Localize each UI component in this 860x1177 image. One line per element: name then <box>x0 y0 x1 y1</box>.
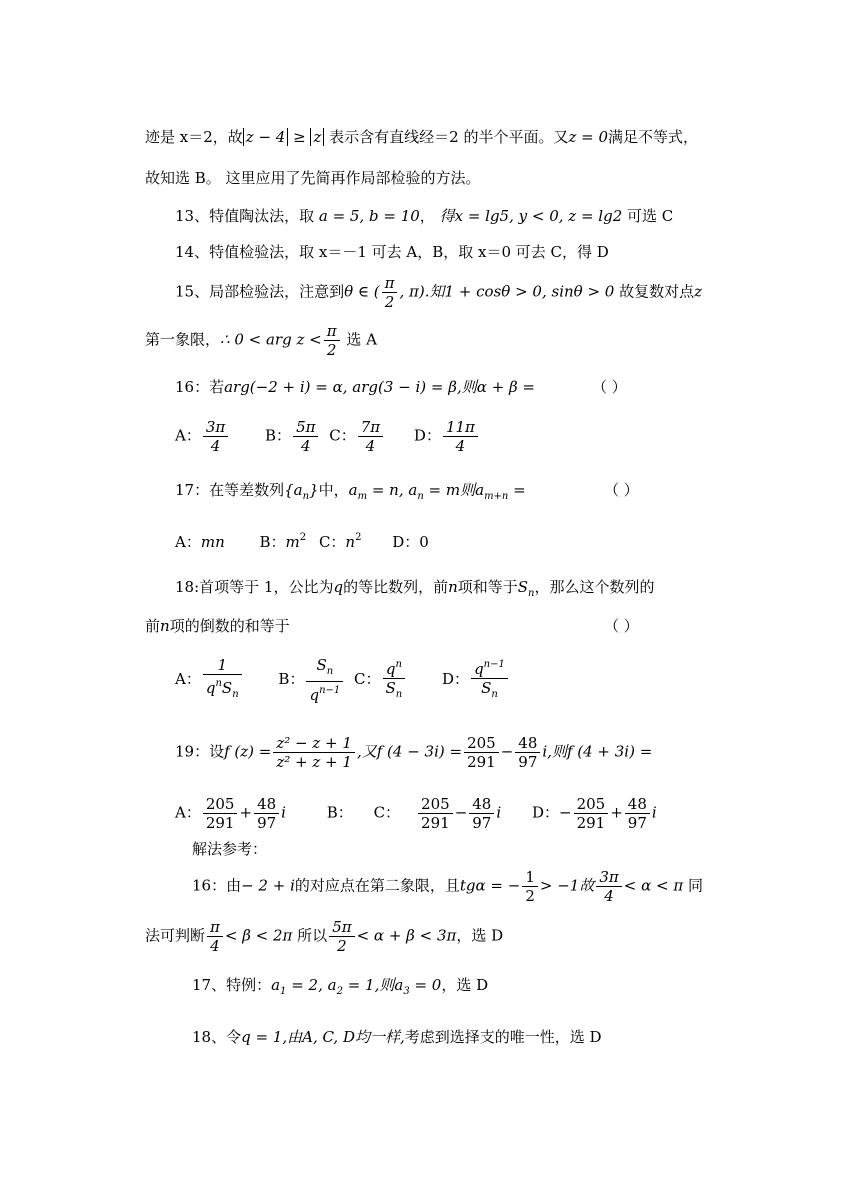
num <box>471 656 508 679</box>
fraction <box>522 868 538 905</box>
option-label: B： <box>259 533 286 551</box>
op: − <box>454 803 468 822</box>
m: } <box>309 481 319 499</box>
math: z <box>694 282 703 301</box>
op: − <box>500 742 514 761</box>
den: 2 <box>384 293 395 311</box>
option-label: B： <box>265 426 292 445</box>
den: 291 <box>421 814 450 832</box>
option-value: m <box>285 533 300 551</box>
fraction <box>306 656 343 704</box>
den: 97 <box>627 814 647 832</box>
fraction <box>471 656 508 704</box>
p12-line2: 故知选 B。 这里应用了先简再作局部检验的方法。 <box>145 169 481 187</box>
text: 表示含有直线经＝2 的半个平面。又 <box>329 128 569 146</box>
sup: n <box>395 659 402 670</box>
option-label: A： <box>175 670 201 688</box>
fraction <box>207 918 223 955</box>
m: = 0 <box>414 976 442 994</box>
m: S <box>517 578 529 596</box>
den: 4 <box>365 437 376 455</box>
text: 17、特例： <box>192 976 272 994</box>
fraction <box>254 795 279 832</box>
option-label: A： <box>175 426 201 445</box>
math: i <box>496 803 502 822</box>
s16-line2 <box>145 918 503 955</box>
m: = m则a <box>428 481 485 499</box>
text: 16：由 <box>192 876 242 895</box>
fraction <box>293 418 318 455</box>
text: 法可判断 <box>145 926 206 945</box>
m: S <box>221 679 233 697</box>
q18-paren: （ ） <box>604 617 639 635</box>
p13-line <box>175 209 673 224</box>
text: 17：在等差数列 <box>175 481 285 499</box>
num: 48 <box>254 795 279 814</box>
sup: n−1 <box>319 685 341 696</box>
m: = n, a <box>371 481 418 499</box>
den <box>471 679 508 704</box>
option-label: A： <box>175 533 201 551</box>
s17-line <box>192 978 488 997</box>
q18-options <box>175 656 510 704</box>
text: ，那么这个数列的 <box>534 578 655 596</box>
m: S <box>481 679 492 697</box>
text: 第一象限， <box>145 330 221 349</box>
fraction <box>464 734 499 771</box>
m: = 1,则a <box>347 976 404 994</box>
math: > −1故 <box>539 876 595 895</box>
den: 291 <box>467 753 496 771</box>
q19-stem <box>175 734 652 771</box>
option-value: n <box>345 533 356 551</box>
num: z² − z + 1 <box>273 734 355 753</box>
den: 4 <box>604 887 614 905</box>
q16-options <box>175 418 480 455</box>
solutions-header: 解法参考： <box>192 840 268 858</box>
math: n <box>160 617 170 635</box>
text: 的等比数列，前 <box>343 578 449 596</box>
math: i <box>281 803 286 822</box>
text: 中， <box>318 481 349 499</box>
math: q = 1,由A, C, D均一样, <box>241 1028 405 1046</box>
math <box>348 481 526 502</box>
math: θ ∈ ( <box>344 282 380 301</box>
sup: n−1 <box>483 659 505 670</box>
p12-line1 <box>145 130 698 145</box>
math: a = 5, b = 10 <box>318 207 420 225</box>
q17-paren: （ ） <box>604 481 639 499</box>
num: 1 <box>522 868 538 887</box>
math: n <box>448 578 458 596</box>
text: ，选 D <box>456 926 504 945</box>
den <box>306 682 343 704</box>
den <box>203 675 242 704</box>
den: 4 <box>300 437 311 455</box>
num: π <box>382 274 398 293</box>
sup: 2 <box>355 532 362 543</box>
sub: 3 <box>403 986 410 997</box>
fraction <box>324 322 340 359</box>
text: 18:首项等于 1，公比为 <box>175 578 334 596</box>
q17-stem <box>175 483 526 502</box>
text: 故复数对点 <box>619 282 695 301</box>
sub: n <box>417 491 424 502</box>
fraction <box>203 418 228 455</box>
option-label: C： <box>373 803 401 822</box>
option-label: D： <box>531 803 559 822</box>
math: − 2 + i <box>241 876 295 895</box>
option-label: C： <box>354 670 381 688</box>
sub: n <box>232 689 239 700</box>
fraction <box>515 734 540 771</box>
text: ，选 D <box>441 976 489 994</box>
math <box>284 481 319 502</box>
sup: n <box>215 678 222 689</box>
abs1: z − 4 <box>243 128 289 146</box>
math: q <box>333 578 344 596</box>
m: q <box>309 686 320 704</box>
num: 3π <box>596 868 621 887</box>
den <box>383 679 406 704</box>
den: 2 <box>525 887 535 905</box>
abs-expr <box>243 128 325 146</box>
p15-line1 <box>175 274 702 311</box>
math: < α + β < 3π <box>356 926 457 945</box>
num: 205 <box>464 734 499 753</box>
den: 4 <box>210 937 220 955</box>
fraction <box>273 734 355 771</box>
q16-paren: （ ） <box>592 378 627 396</box>
text: 同 <box>687 876 703 895</box>
m: S <box>385 679 396 697</box>
den: z² + z + 1 <box>276 753 352 771</box>
option-label: B： <box>326 803 353 822</box>
text: 15、局部检验法，注意到 <box>175 282 345 301</box>
abs2: z <box>310 128 324 146</box>
op: + <box>239 803 253 822</box>
option-label: D： <box>392 533 420 551</box>
fraction <box>329 918 354 955</box>
option-label: C： <box>329 426 356 445</box>
den: 4 <box>210 437 221 455</box>
m: {a <box>284 481 303 499</box>
num: 205 <box>574 795 609 814</box>
math <box>517 578 535 599</box>
m: a <box>348 481 358 499</box>
math: < β < 2π <box>224 926 293 945</box>
math: i,则f (4 + 3i) = <box>542 742 653 761</box>
math: < α < π <box>623 876 684 895</box>
option-label: D： <box>413 426 441 445</box>
fraction <box>574 795 609 832</box>
den: 291 <box>576 814 606 832</box>
fraction <box>625 795 650 832</box>
den: 97 <box>518 753 538 771</box>
math: , π).知1 + cosθ > 0, sinθ > 0 <box>399 282 615 301</box>
text: 满足不等式， <box>608 128 699 146</box>
math: arg(−2 + i) = α, arg(3 − i) = β,则α + β = <box>224 378 535 396</box>
num: 5π <box>329 918 354 937</box>
fraction <box>469 795 494 832</box>
num: 1 <box>203 656 242 675</box>
num: 5π <box>293 418 318 437</box>
sub: 1 <box>280 986 287 997</box>
math: z = 0 <box>568 128 609 146</box>
m: = 2, a <box>291 976 337 994</box>
fraction <box>418 795 453 832</box>
text: 可选 C <box>627 207 674 225</box>
den: 291 <box>205 814 235 832</box>
den: 97 <box>472 814 492 832</box>
text: 16：若 <box>175 378 225 396</box>
s18-line <box>192 1030 602 1045</box>
num: 205 <box>203 795 238 814</box>
num: 48 <box>515 734 540 753</box>
fraction <box>596 868 621 905</box>
math <box>271 976 442 997</box>
sub: n <box>326 666 334 677</box>
p14-line: 14、特值检验法，取 x＝－1 可去 A，B，取 x＝0 可去 C，得 D <box>175 243 609 261</box>
den: 2 <box>326 341 337 359</box>
num: 205 <box>418 795 453 814</box>
den: 2 <box>337 937 347 955</box>
math: 得x = lg5, y < 0, z = lg2 <box>439 207 623 225</box>
text: ， <box>419 207 435 225</box>
text: 13、特值陶汰法，取 <box>175 207 315 225</box>
text: 项的倒数的和等于 <box>169 617 290 635</box>
text: 所以 <box>297 926 328 945</box>
num: 3π <box>203 418 228 437</box>
text: 的对应点在第二象限，且 <box>294 876 460 895</box>
num: 48 <box>469 795 494 814</box>
num <box>383 656 406 679</box>
text: 迹是 x＝2，故 <box>145 128 243 146</box>
sub: n <box>491 689 498 700</box>
math: ∴ 0 < arg z < <box>220 330 322 349</box>
fraction <box>382 274 398 311</box>
m: = <box>513 481 526 499</box>
fraction <box>443 418 478 455</box>
p15-line2 <box>145 322 377 359</box>
num <box>306 656 343 682</box>
fraction <box>358 418 383 455</box>
q17-options <box>175 533 429 550</box>
option-value: 0 <box>419 533 429 551</box>
q16-stem <box>175 380 535 395</box>
math: i <box>651 803 657 822</box>
q19-options <box>175 795 657 832</box>
sub: m+n <box>484 491 509 502</box>
option-label: D： <box>442 670 470 688</box>
num: 11π <box>443 418 478 437</box>
math: tgα = − <box>459 876 521 895</box>
text: 考虑到选择支的唯一性，选 D <box>404 1028 602 1046</box>
m: q <box>474 660 484 678</box>
sub: n <box>395 689 403 700</box>
op: + <box>610 803 623 822</box>
den: 4 <box>455 437 466 455</box>
fraction <box>203 656 242 704</box>
num: 7π <box>358 418 383 437</box>
math: ,又f (4 − 3i) = <box>356 742 463 761</box>
option-label: A： <box>175 803 201 822</box>
m: S <box>316 656 327 674</box>
sup: 2 <box>299 532 307 543</box>
op: − <box>558 803 572 822</box>
option-label: B： <box>278 670 305 688</box>
num: π <box>324 322 340 341</box>
sub: n <box>528 588 535 599</box>
den: 97 <box>257 814 277 832</box>
option-label: C： <box>318 533 346 551</box>
s16-line1 <box>192 868 703 905</box>
geq: ≥ <box>288 128 311 146</box>
sub: n <box>302 491 310 502</box>
num: π <box>207 918 223 937</box>
sub: 2 <box>336 986 343 997</box>
q18-stem1 <box>175 580 655 599</box>
m: a <box>271 976 281 994</box>
fraction <box>383 656 406 704</box>
text: 前 <box>145 617 161 635</box>
m: q <box>205 679 216 697</box>
sub: m <box>357 491 368 502</box>
math: f (z) = <box>224 742 272 761</box>
text: 18、令 <box>192 1028 242 1046</box>
text: 项和等于 <box>457 578 518 596</box>
q18-stem2 <box>145 619 290 634</box>
text: 选 A <box>346 330 377 349</box>
fraction <box>203 795 238 832</box>
num: 48 <box>625 795 650 814</box>
option-value: mn <box>200 533 225 551</box>
m: q <box>385 660 396 678</box>
text: 19：设 <box>175 742 225 761</box>
